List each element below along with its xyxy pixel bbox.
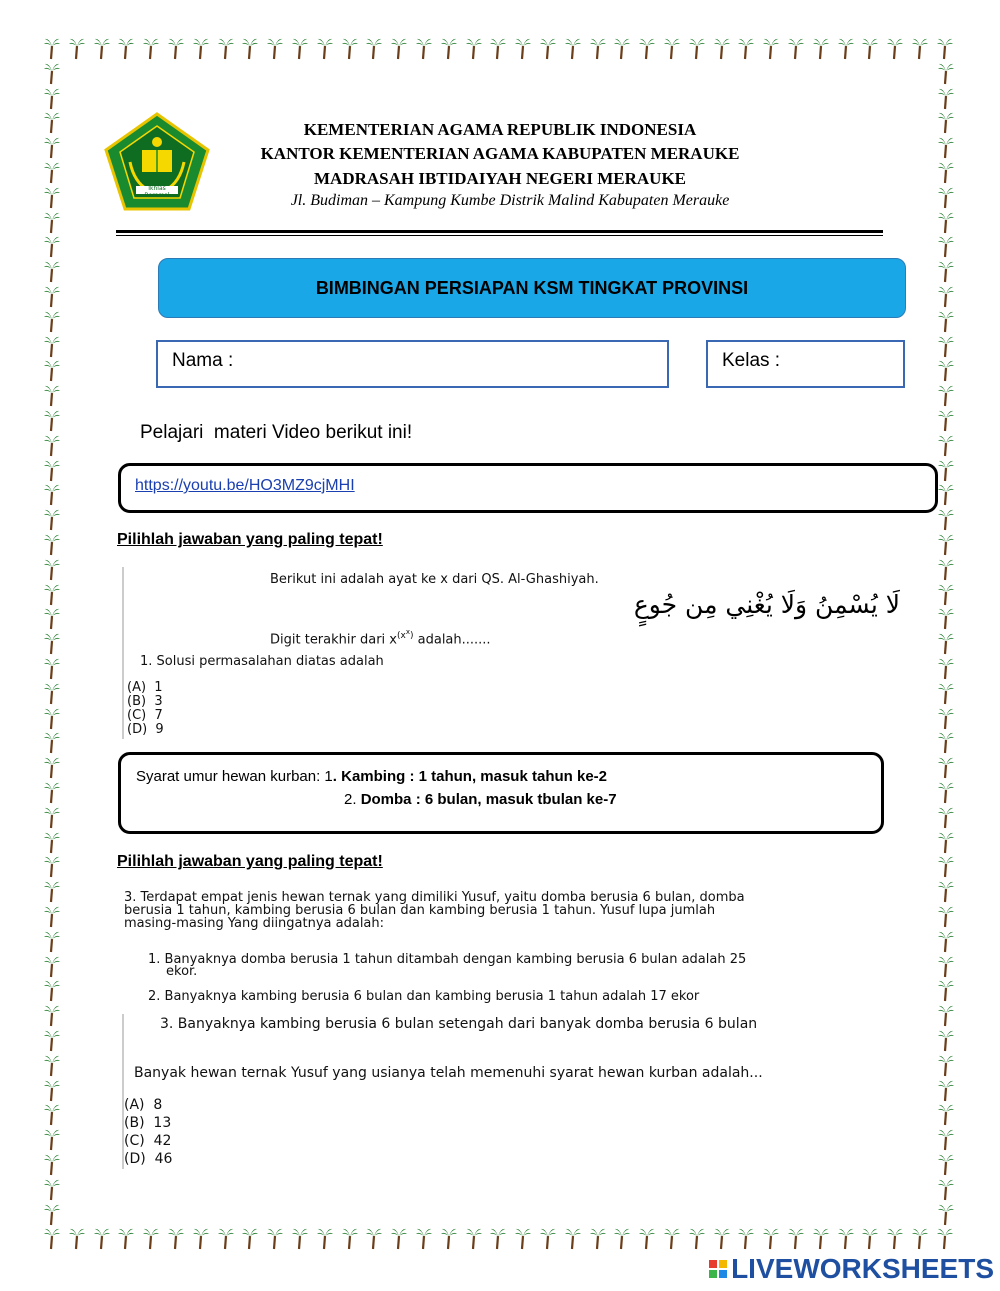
palm-tree-icon xyxy=(44,435,60,457)
palm-tree-icon xyxy=(763,38,779,60)
q1-option-a[interactable]: (A) 1 xyxy=(127,680,163,695)
palm-tree-icon xyxy=(912,38,928,60)
palm-tree-icon xyxy=(44,832,60,854)
palm-tree-icon xyxy=(44,286,60,308)
palm-tree-icon xyxy=(44,980,60,1002)
palm-tree-icon xyxy=(938,410,954,432)
palm-tree-icon xyxy=(938,906,954,928)
palm-tree-icon xyxy=(466,1228,482,1250)
palm-tree-icon xyxy=(218,38,234,60)
palm-tree-icon xyxy=(938,633,954,655)
palm-tree-icon xyxy=(44,509,60,531)
palm-tree-icon xyxy=(44,261,60,283)
palm-tree-icon xyxy=(938,708,954,730)
digit-question xyxy=(270,628,491,647)
digit-prefix: Digit terakhir dari x xyxy=(270,632,397,648)
palm-tree-icon xyxy=(938,1005,954,1027)
digit-supsup: x xyxy=(405,628,410,636)
palm-tree-icon xyxy=(441,1228,457,1250)
palm-tree-icon xyxy=(44,460,60,482)
palm-tree-icon xyxy=(938,757,954,779)
liveworksheets-brand: LIVEWORKSHEETS xyxy=(731,1253,994,1284)
palm-tree-icon xyxy=(143,1228,159,1250)
palm-tree-icon xyxy=(44,534,60,556)
liveworksheets-logo[interactable] xyxy=(709,1253,994,1285)
q3-ask: Banyak hewan ternak Yusuf yang usianya telah memenuhi syarat hewan kurban adalah... xyxy=(134,1065,763,1081)
syarat-num-2: 2. xyxy=(344,791,361,808)
palm-tree-icon xyxy=(416,38,432,60)
palm-tree-icon xyxy=(938,212,954,234)
palm-tree-icon xyxy=(813,38,829,60)
palm-tree-icon xyxy=(44,1228,60,1250)
syarat-item-2: Domba : 6 bulan, masuk tbulan ke-7 xyxy=(360,791,617,808)
palm-tree-icon xyxy=(242,38,258,60)
palm-tree-icon xyxy=(490,1228,506,1250)
palm-tree-icon xyxy=(938,1104,954,1126)
palm-tree-icon xyxy=(639,38,655,60)
palm-tree-icon xyxy=(714,38,730,60)
palm-tree-icon xyxy=(44,1055,60,1077)
palm-tree-icon xyxy=(44,683,60,705)
palm-tree-icon xyxy=(938,980,954,1002)
palm-tree-icon xyxy=(938,63,954,85)
title-banner xyxy=(158,258,906,318)
palm-tree-icon xyxy=(44,336,60,358)
palm-tree-icon xyxy=(614,38,630,60)
palm-tree-icon xyxy=(44,212,60,234)
palm-tree-icon xyxy=(938,261,954,283)
syarat-item-1: . Kambing : 1 tahun, masuk tahun ke-2 xyxy=(332,768,607,785)
palm-tree-icon xyxy=(937,1228,953,1250)
digit-sup: (x xyxy=(396,631,406,641)
palm-tree-icon xyxy=(938,88,954,110)
palm-tree-icon xyxy=(317,38,333,60)
palm-tree-icon xyxy=(44,757,60,779)
palm-tree-icon xyxy=(441,38,457,60)
q1-option-b[interactable]: (B) 3 xyxy=(127,694,163,709)
palm-tree-icon xyxy=(788,38,804,60)
palm-tree-icon xyxy=(938,311,954,333)
q3-option-b[interactable]: (B) 13 xyxy=(124,1115,172,1131)
palm-tree-icon xyxy=(938,1204,954,1226)
palm-tree-icon xyxy=(44,1204,60,1226)
header-school: MADRASAH IBTIDAIYAH NEGERI MERAUKE xyxy=(314,169,686,188)
palm-tree-icon xyxy=(938,732,954,754)
palm-tree-icon xyxy=(342,1228,358,1250)
header-divider xyxy=(116,230,883,233)
palm-tree-icon xyxy=(193,38,209,60)
palm-tree-icon xyxy=(366,1228,382,1250)
palm-tree-icon xyxy=(938,608,954,630)
palm-tree-icon xyxy=(44,931,60,953)
palm-tree-icon xyxy=(938,658,954,680)
palm-tree-icon xyxy=(565,1228,581,1250)
syarat-line-2 xyxy=(344,791,617,808)
palm-tree-icon xyxy=(94,1228,110,1250)
palm-tree-icon xyxy=(44,708,60,730)
palm-tree-icon xyxy=(44,906,60,928)
palm-tree-icon xyxy=(938,856,954,878)
palm-tree-icon xyxy=(738,38,754,60)
palm-tree-icon xyxy=(515,38,531,60)
palm-tree-icon xyxy=(44,856,60,878)
palm-tree-icon xyxy=(44,807,60,829)
arabic-verse: لَا يُسْمِنُ وَلَا يُغْنِي مِن جُوعٍ xyxy=(633,590,900,619)
q3-line-3: masing-masing Yang diingatnya adalah: xyxy=(124,916,385,931)
palm-tree-icon xyxy=(938,931,954,953)
palm-tree-icon xyxy=(69,38,85,60)
palm-tree-icon xyxy=(938,683,954,705)
palm-tree-icon xyxy=(44,956,60,978)
q3-option-d[interactable]: (D) 46 xyxy=(124,1151,173,1167)
video-intro: Pelajari materi Video berikut ini! xyxy=(140,422,413,443)
palm-tree-icon xyxy=(938,1030,954,1052)
palm-tree-icon xyxy=(938,336,954,358)
palm-tree-icon xyxy=(938,1080,954,1102)
kelas-label: Kelas : xyxy=(722,350,781,371)
palm-tree-icon xyxy=(44,1129,60,1151)
palm-tree-icon xyxy=(938,1154,954,1176)
palm-tree-icon xyxy=(938,360,954,382)
palm-tree-icon xyxy=(565,38,581,60)
palm-tree-icon xyxy=(938,509,954,531)
palm-tree-icon xyxy=(938,435,954,457)
palm-tree-icon xyxy=(292,1228,308,1250)
palm-tree-icon xyxy=(69,1228,85,1250)
palm-tree-icon xyxy=(887,1228,903,1250)
video-link[interactable]: https://youtu.be/HO3MZ9cjMHI xyxy=(135,477,355,494)
palm-tree-icon xyxy=(938,1129,954,1151)
nama-field[interactable] xyxy=(156,340,669,388)
digit-suffix: adalah....... xyxy=(413,632,491,648)
instruction-2: Pilihlah jawaban yang paling tepat! xyxy=(117,853,383,870)
palm-tree-icon xyxy=(590,1228,606,1250)
palm-tree-icon xyxy=(342,38,358,60)
palm-tree-icon xyxy=(44,1030,60,1052)
palm-tree-icon xyxy=(44,410,60,432)
palm-tree-icon xyxy=(44,360,60,382)
logo-motto: Ikhlas Beramal xyxy=(144,185,170,199)
palm-tree-icon xyxy=(938,559,954,581)
banner-title: BIMBINGAN PERSIAPAN KSM TINGKAT PROVINSI xyxy=(315,277,749,298)
q3-option-a[interactable]: (A) 8 xyxy=(124,1097,163,1113)
palm-tree-icon xyxy=(44,88,60,110)
palm-tree-icon xyxy=(466,38,482,60)
statement-2: 2. Banyaknya kambing berusia 6 bulan dan kambing berusia 1 tahun adalah 17 ekor xyxy=(148,989,700,1004)
digit-sup-close: ) xyxy=(409,631,414,641)
palm-tree-icon xyxy=(912,1228,928,1250)
q1-option-c[interactable]: (C) 7 xyxy=(127,708,163,723)
palm-tree-icon xyxy=(44,608,60,630)
palm-tree-icon xyxy=(938,807,954,829)
palm-tree-icon xyxy=(938,460,954,482)
palm-tree-icon xyxy=(366,38,382,60)
palm-tree-icon xyxy=(938,286,954,308)
palm-tree-icon xyxy=(118,1228,134,1250)
palm-tree-icon xyxy=(143,38,159,60)
palm-tree-icon xyxy=(714,1228,730,1250)
palm-tree-icon xyxy=(938,881,954,903)
palm-tree-icon xyxy=(44,1154,60,1176)
palm-tree-icon xyxy=(416,1228,432,1250)
palm-tree-icon xyxy=(689,1228,705,1250)
statement-1: 1. Banyaknya domba berusia 1 tahun ditambah dengan kambing berusia 6 bulan adalah 25 xyxy=(148,952,747,967)
palm-tree-icon xyxy=(44,559,60,581)
palm-tree-icon xyxy=(763,1228,779,1250)
palm-tree-icon xyxy=(44,311,60,333)
palm-tree-icon xyxy=(44,782,60,804)
syarat-prefix: Syarat umur hewan kurban: 1 xyxy=(136,768,333,785)
header-ministry: KEMENTERIAN AGAMA REPUBLIK INDONESIA xyxy=(303,120,697,139)
palm-tree-icon xyxy=(44,1005,60,1027)
palm-tree-icon xyxy=(937,38,953,60)
palm-tree-icon xyxy=(639,1228,655,1250)
palm-tree-icon xyxy=(44,63,60,85)
palm-tree-icon xyxy=(738,1228,754,1250)
palm-tree-icon xyxy=(938,534,954,556)
palm-tree-icon xyxy=(490,38,506,60)
nama-label: Nama : xyxy=(172,350,234,371)
palm-tree-icon xyxy=(938,782,954,804)
palm-tree-icon xyxy=(44,236,60,258)
palm-tree-icon xyxy=(838,1228,854,1250)
palm-tree-icon xyxy=(938,584,954,606)
question-1: 1. Solusi permasalahan diatas adalah xyxy=(140,654,384,669)
statement-3: 3. Banyaknya kambing berusia 6 bulan setengah dari banyak domba berusia 6 bulan xyxy=(160,1016,758,1032)
palm-tree-icon xyxy=(838,38,854,60)
palm-tree-icon xyxy=(515,1228,531,1250)
palm-tree-icon xyxy=(44,1080,60,1102)
palm-tree-icon xyxy=(118,38,134,60)
palm-tree-icon xyxy=(44,1104,60,1126)
palm-tree-icon xyxy=(664,38,680,60)
palm-tree-icon xyxy=(242,1228,258,1250)
palm-tree-icon xyxy=(44,633,60,655)
liveworksheets-icon xyxy=(709,1260,727,1278)
palm-tree-icon xyxy=(292,38,308,60)
palm-tree-icon xyxy=(193,1228,209,1250)
palm-tree-icon xyxy=(267,1228,283,1250)
palm-tree-icon xyxy=(44,38,60,60)
palm-tree-icon xyxy=(540,38,556,60)
palm-tree-icon xyxy=(664,1228,680,1250)
palm-tree-icon xyxy=(391,1228,407,1250)
header-office: KANTOR KEMENTERIAN AGAMA KABUPATEN MERAUKE xyxy=(260,144,740,163)
ayat-intro: Berikut ini adalah ayat ke x dari QS. Al-Ghashiyah. xyxy=(270,572,599,587)
palm-tree-icon xyxy=(887,38,903,60)
q3-line-1: 3. Terdapat empat jenis hewan ternak yang dimiliki Yusuf, yaitu domba berusia 6 bulan, domba xyxy=(124,890,745,905)
palm-tree-icon xyxy=(862,38,878,60)
palm-tree-icon xyxy=(938,1179,954,1201)
instruction-1: Pilihlah jawaban yang paling tepat! xyxy=(117,531,383,548)
palm-tree-icon xyxy=(590,38,606,60)
palm-tree-icon xyxy=(938,385,954,407)
palm-tree-icon xyxy=(938,956,954,978)
palm-tree-icon xyxy=(44,732,60,754)
palm-tree-icon xyxy=(267,38,283,60)
palm-tree-icon xyxy=(813,1228,829,1250)
statement-1-cont: ekor. xyxy=(166,964,198,979)
header-divider-thin xyxy=(116,235,883,236)
palm-tree-icon xyxy=(94,38,110,60)
palm-tree-icon xyxy=(938,1055,954,1077)
palm-tree-icon xyxy=(44,484,60,506)
palm-tree-icon xyxy=(44,584,60,606)
palm-tree-icon xyxy=(317,1228,333,1250)
header-address: Jl. Budiman – Kampung Kumbe Distrik Malind Kabupaten Merauke xyxy=(290,192,730,209)
palm-tree-icon xyxy=(391,38,407,60)
palm-tree-icon xyxy=(689,38,705,60)
q1-option-d[interactable]: (D) 9 xyxy=(127,722,164,737)
palm-tree-icon xyxy=(938,236,954,258)
palm-tree-icon xyxy=(44,385,60,407)
palm-tree-icon xyxy=(938,484,954,506)
palm-tree-icon xyxy=(44,881,60,903)
kelas-field[interactable] xyxy=(706,340,905,388)
q3-option-c[interactable]: (C) 42 xyxy=(124,1133,172,1149)
palm-tree-icon xyxy=(862,1228,878,1250)
question-1-margin xyxy=(122,567,124,739)
palm-tree-icon xyxy=(168,38,184,60)
palm-tree-icon xyxy=(938,832,954,854)
palm-tree-icon xyxy=(614,1228,630,1250)
q3-line-2: berusia 1 tahun, kambing berusia 6 bulan dan kambing berusia 1 tahun. Yusuf lupa jumlah xyxy=(124,903,716,918)
palm-tree-icon xyxy=(44,658,60,680)
syarat-line-1 xyxy=(136,768,607,785)
palm-tree-icon xyxy=(540,1228,556,1250)
palm-tree-icon xyxy=(44,1179,60,1201)
palm-tree-icon xyxy=(788,1228,804,1250)
palm-tree-icon xyxy=(168,1228,184,1250)
palm-tree-icon xyxy=(218,1228,234,1250)
